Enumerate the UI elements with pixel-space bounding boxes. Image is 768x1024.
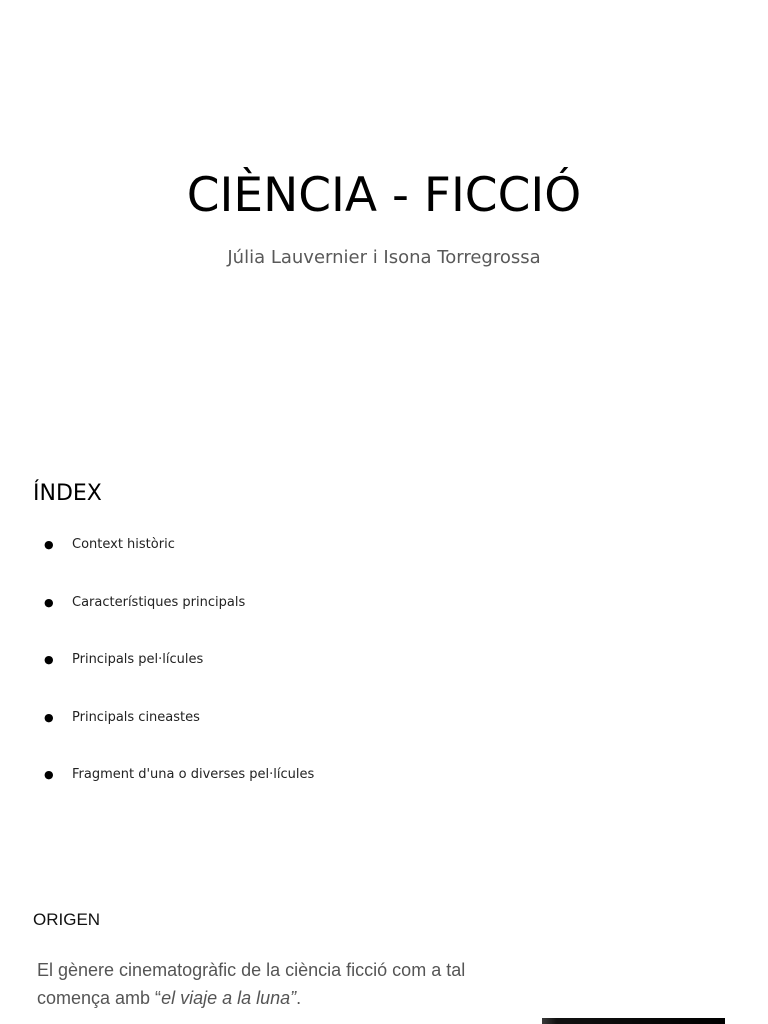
presentation-title: CIÈNCIA - FICCIÓ: [186, 168, 582, 223]
bullet-icon: ●: [44, 595, 54, 609]
index-item-caracteristiques: [0, 591, 768, 649]
index-item-label: Principals cineastes: [72, 709, 200, 725]
index-item-pellicules: [0, 648, 768, 706]
film-title: el viaje a la luna”: [161, 988, 297, 1008]
origen-body-line2-prefix: comença amb “: [37, 988, 162, 1008]
origen-body-text: [37, 956, 537, 1012]
bullet-icon: ●: [44, 538, 54, 551]
index-item-context-historic: [0, 533, 768, 591]
origen-body-line1: El gènere cinematogràfic de la ciència ficció com a tal: [37, 960, 466, 980]
index-item-label: Context històric: [72, 537, 175, 552]
index-item-label: Característiques principals: [72, 594, 246, 610]
origen-heading: ORIGEN: [33, 910, 101, 929]
bullet-icon: ●: [44, 768, 54, 782]
bullet-icon: ●: [44, 710, 54, 724]
index-item-cineastes: [0, 706, 768, 764]
index-item-label: Principals pel·lícules: [72, 652, 204, 668]
index-list: [0, 533, 768, 821]
index-item-label: Fragment d'una o diverses pel·lícules: [72, 767, 315, 783]
index-heading: ÍNDEX: [33, 481, 102, 506]
presentation-authors: Júlia Lauvernier i Isona Torregrossa: [227, 247, 541, 268]
film-still-image: [542, 1018, 725, 1024]
index-item-fragment: [0, 763, 768, 821]
bullet-icon: ●: [44, 653, 54, 667]
origen-body-line2-suffix: .: [296, 988, 302, 1008]
